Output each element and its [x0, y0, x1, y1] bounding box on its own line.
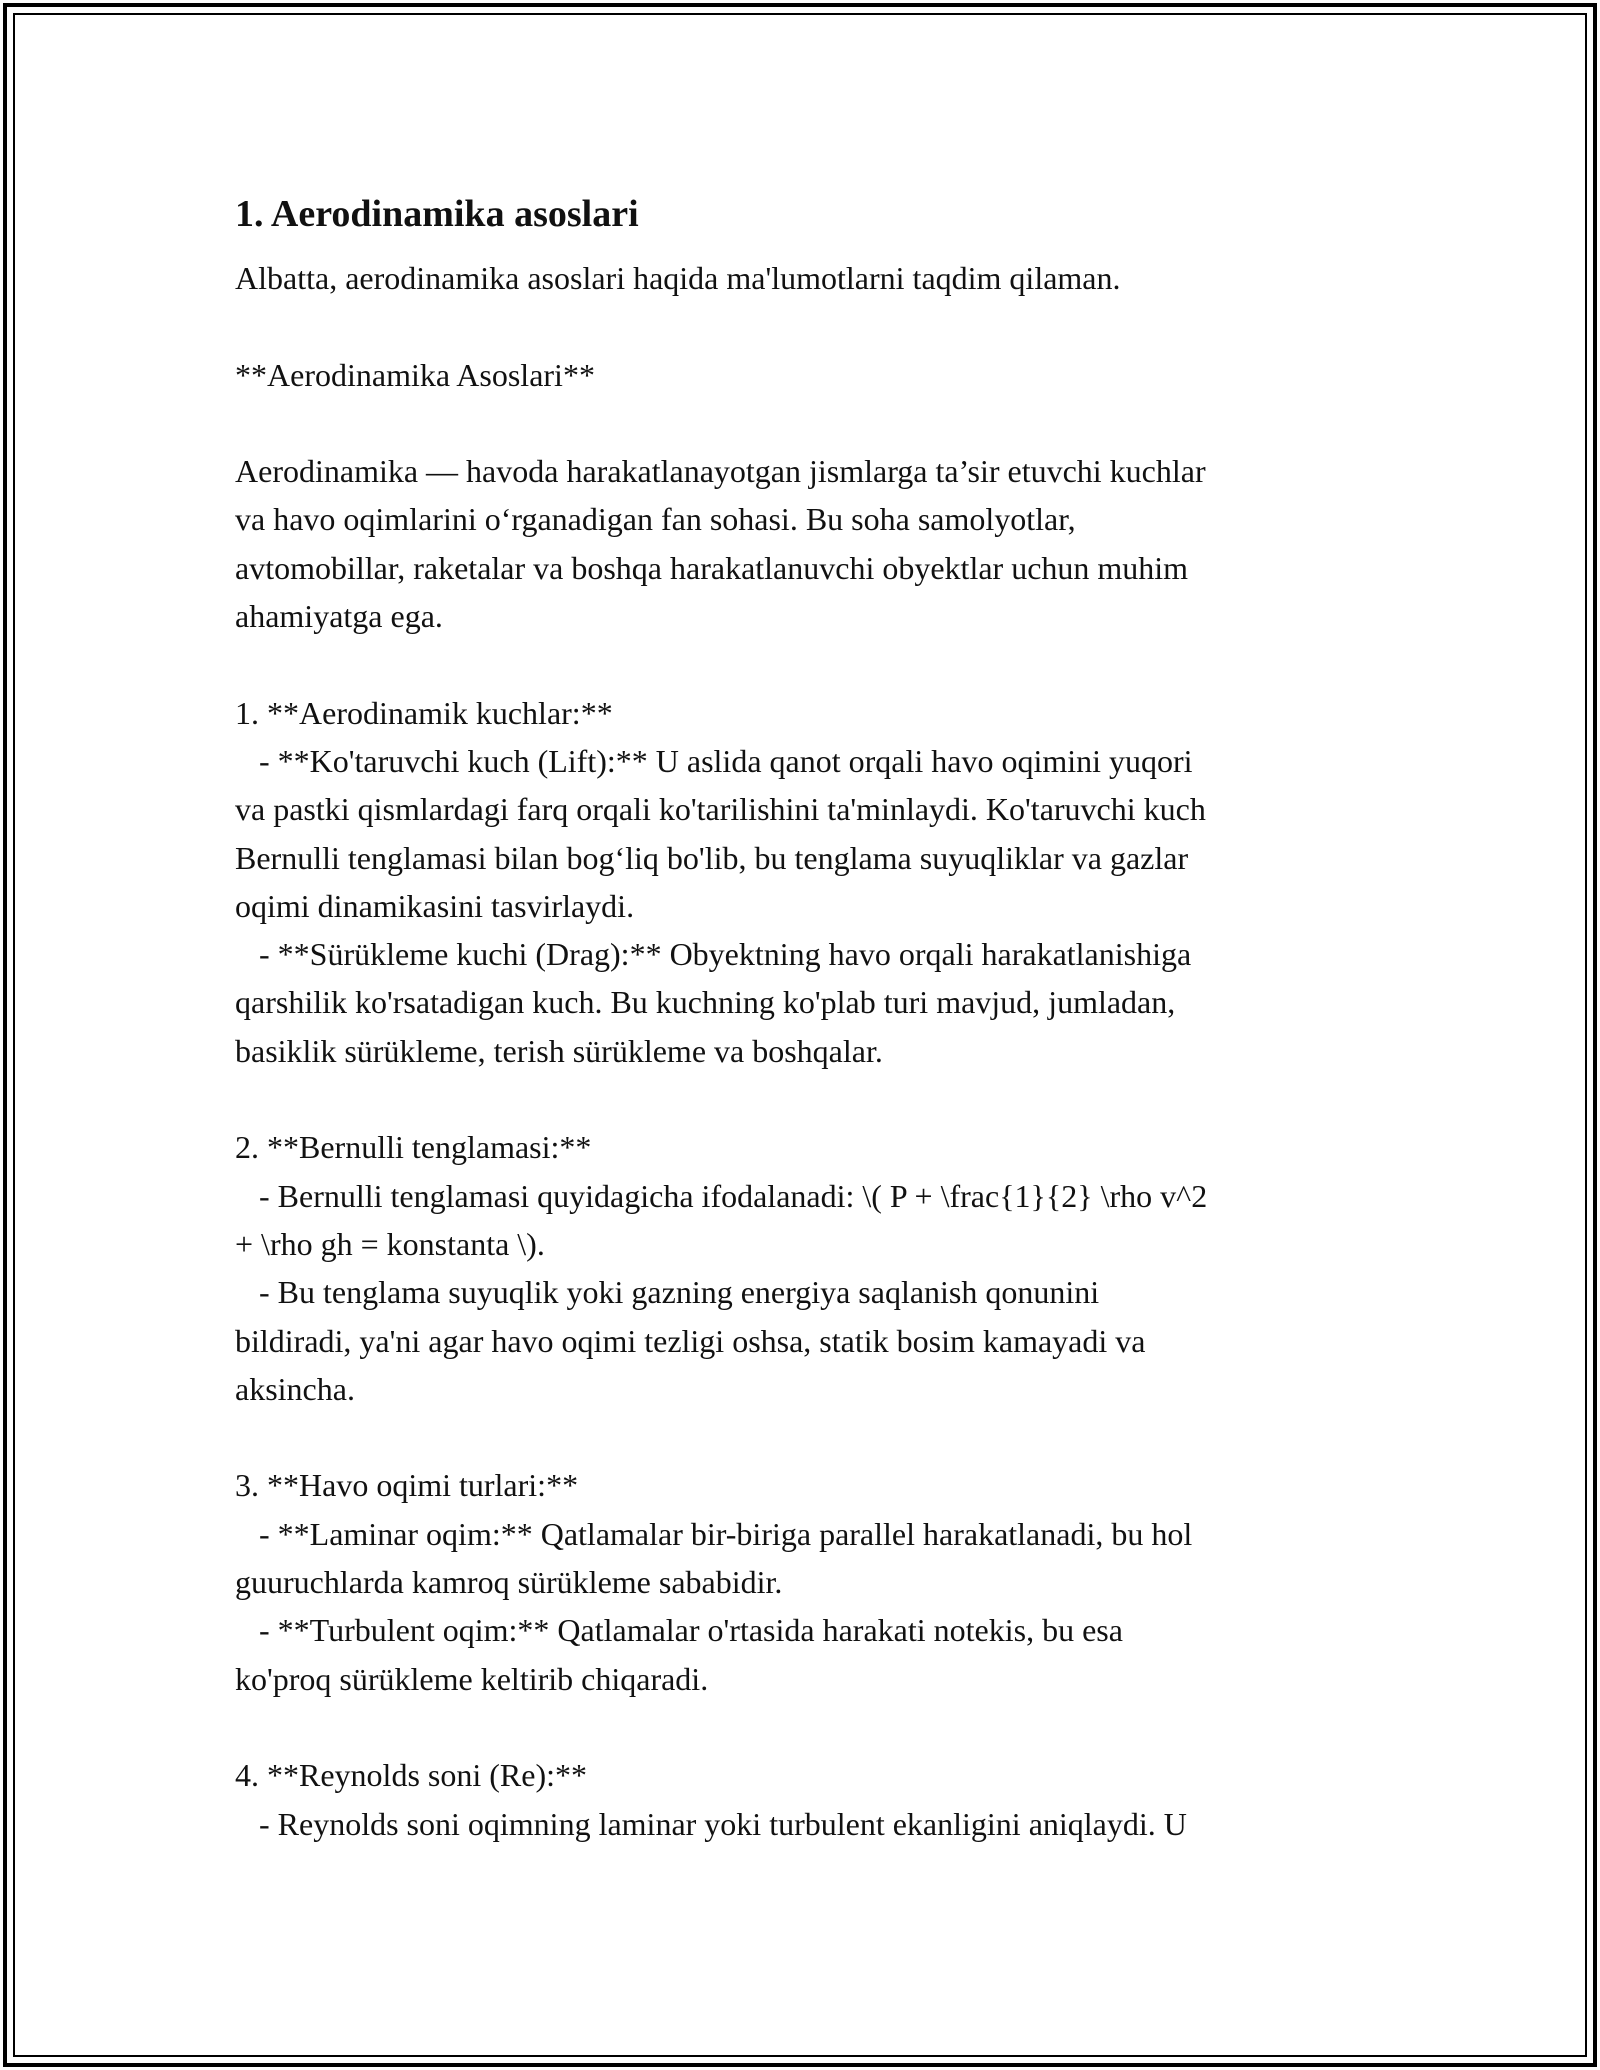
document-body: Albatta, aerodinamika asoslari haqida ma'lumotlarni taqdim qilaman. **Aerodinamika Asoslari** Aerodinamika — havoda harakatlanayotgan jismlarga ta’sir etuvchi kuchlar va havo oqimlarini o‘rganadigan fan sohasi. Bu soha samolyotlar, avtomobillar, raketalar va boshqa harakatlanuvchi obyektlar uchun muhim ahamiyatga ega. 1. **Aerodinamik kuchlar:** - **Ko'taruvchi kuch (Lift):** U aslida qanot orqali havo oqimini yuqori va pastki qismlardagi farq orqali ko'tarilishini ta'minlaydi. Ko'taruvchi kuch Bernulli tenglamasi bilan bog‘liq bo'lib, bu tenglama suyuqliklar va gazlar oqimi dinamikasini tasvirlaydi. - **Sürükleme kuchi (Drag):** Obyektning havo orqali harakatlanishiga qarshilik ko'rsatadigan kuch. Bu kuchning ko'plab turi mavjud, jumladan, basiklik sürükleme, terish sürükleme va boshqalar. 2. **Bernulli tenglamasi:** - Bernulli tenglamasi quyidagicha ifodalanadi: \( P + \frac{1}{2} \rho v^2 + \rho gh = konstanta \). - Bu tenglama suyuqlik yoki gazning energiya saqlanish qonunini bildiradi, ya'ni agar havo oqimi tezligi oshsa, statik bosim kamayadi va aksincha. 3. **Havo oqimi turlari:** - **Laminar oqim:** Qatlamalar bir-biriga parallel harakatlanadi, bu hol guuruchlarda kamroq sürükleme sababidir. - **Turbulent oqim:** Qatlamalar o'rtasida harakati notekis, bu esa ko'proq sürükleme keltirib chiqaradi. 4. **Reynolds soni (Re):** - Reynolds soni oqimning laminar yoki turbulent ekanligini aniqlaydi. U: [235, 260, 1208, 1842]
document-heading: 1. Aerodinamika asoslari: [235, 193, 639, 235]
document-content: [235, 188, 1355, 1848]
